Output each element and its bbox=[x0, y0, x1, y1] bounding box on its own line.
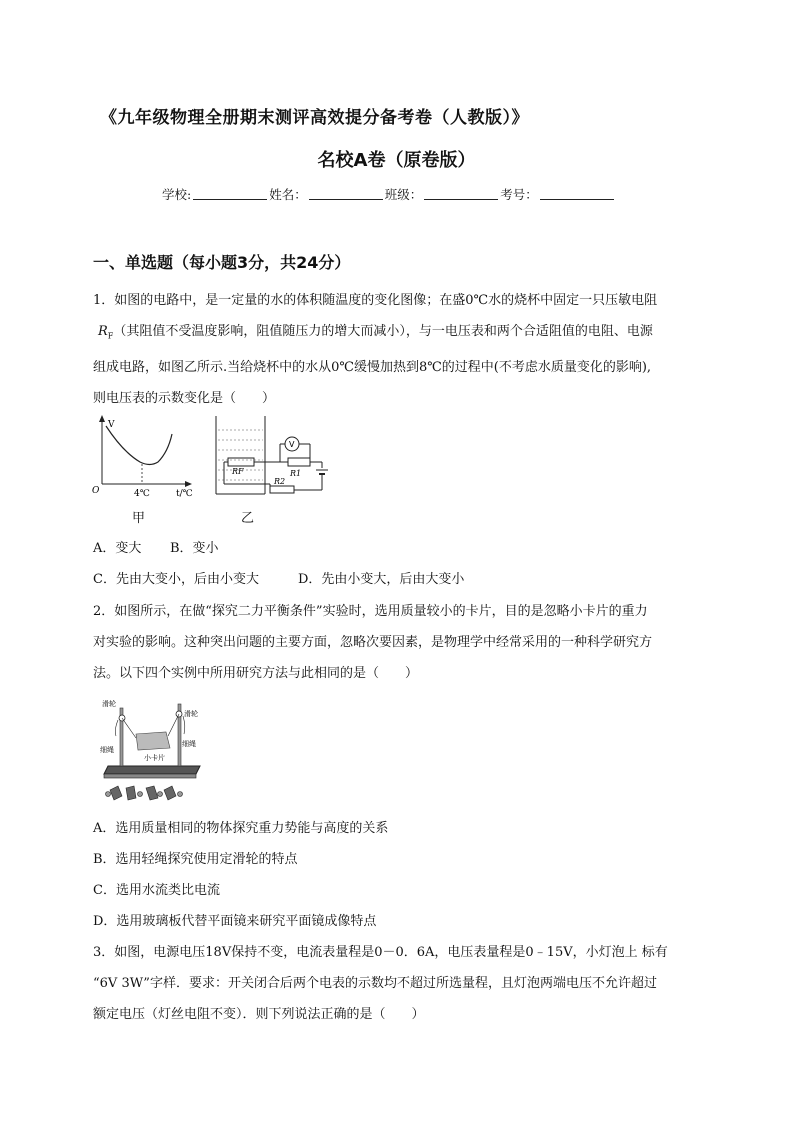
q1-line-3: 组成电路，如图乙所示.当给烧杯中的水从0℃缓慢加热到8℃的过程中(不考虑水质量变化的影响), bbox=[93, 359, 652, 375]
class-blank bbox=[424, 185, 498, 200]
name-label: 姓名： bbox=[269, 187, 307, 202]
y-axis-arrow bbox=[99, 415, 105, 422]
q1-options bbox=[93, 533, 705, 595]
q3-line-2: “6V 3W”字样．要求：开关闭合后两个电表的示数均不超过所选量程，且灯泡两端电压不允许超过 bbox=[93, 976, 657, 991]
q1-option-d[interactable]: D．先由小变大，后由大变小 bbox=[298, 572, 465, 587]
name-blank bbox=[309, 185, 383, 200]
q1-options-row-1 bbox=[93, 533, 705, 564]
left-string-label: 细绳 bbox=[100, 746, 114, 754]
q2-option-b[interactable]: B．选用轻绳探究使用定滑轮的特点 bbox=[93, 852, 298, 867]
q1-option-b[interactable]: B．变小 bbox=[170, 541, 219, 556]
q1-option-c[interactable]: C．先由大变小，后由小变大 bbox=[93, 572, 259, 587]
right-string-label: 细绳 bbox=[182, 740, 196, 748]
q3-line-1: 3．如图，电源电压18V保持不变，电流表量程是0－0．6A，电压表量程是0﹣15V，小灯泡上 标有 bbox=[93, 945, 668, 960]
left-pulley-label: 滑轮 bbox=[102, 700, 116, 708]
apparatus-base bbox=[104, 766, 200, 774]
volume-curve bbox=[106, 426, 172, 465]
r1-label: R1 bbox=[290, 469, 302, 478]
pressure-resistor-symbol: $R_F$ bbox=[98, 324, 114, 341]
graph-v-label: V bbox=[108, 420, 115, 430]
q2-options bbox=[93, 813, 705, 937]
right-pulley-label: 滑轮 bbox=[184, 710, 198, 718]
class-label: 班级： bbox=[384, 187, 423, 202]
document-title: 《九年级物理全册期末测评高效提分备考卷（人教版）》 bbox=[100, 108, 529, 128]
figure-yi-label: 乙 bbox=[241, 511, 255, 526]
r2-label: R2 bbox=[274, 477, 286, 486]
balance-apparatus-figure bbox=[96, 694, 216, 806]
x-axis-arrow bbox=[185, 481, 192, 487]
r2-resistor bbox=[270, 486, 294, 493]
figure-yi-circuit bbox=[210, 412, 345, 497]
q3-line-3: 额定电压（灯丝电阻不变）．则下列说法正确的是（ ） bbox=[93, 1007, 425, 1022]
q2-option-a[interactable]: A．选用质量相同的物体探究重力势能与高度的关系 bbox=[93, 821, 389, 836]
exam-number-label: 考号： bbox=[500, 187, 538, 202]
rf-resistor bbox=[228, 458, 254, 466]
school-label: 学校: bbox=[162, 187, 192, 202]
section-title: 一、单选题（每小题3分，共24分） bbox=[93, 253, 351, 272]
document-subtitle: 名校A卷（原卷版） bbox=[317, 150, 476, 171]
exam-number-blank bbox=[540, 185, 614, 200]
figure-jia-graph bbox=[88, 412, 208, 497]
q1-options-row-2 bbox=[93, 564, 705, 595]
r1-resistor bbox=[288, 458, 310, 466]
q1-line-1: 1．如图的电路中，是一定量的水的体积随温度的变化图像；在盛0℃水的烧杯中固定一只压敏电阻 bbox=[93, 293, 658, 308]
graph-t-label: t/℃ bbox=[176, 489, 193, 497]
q2-line-3: 法。以下四个实例中所用研究方法与此相同的是（ ） bbox=[93, 666, 419, 681]
rf-label: RF bbox=[232, 467, 244, 476]
q2-option-c[interactable]: C．选用水流类比电流 bbox=[93, 883, 220, 898]
q1-option-a[interactable]: A．变大 bbox=[93, 541, 142, 556]
q2-line-1: 2．如图所示，在做“探究二力平衡条件”实验时，选用质量较小的卡片，目的是忽略小卡片的重力 bbox=[93, 604, 648, 619]
q2-text bbox=[93, 596, 705, 689]
graph-4c-label: 4℃ bbox=[134, 489, 150, 497]
hanging-weights bbox=[106, 786, 183, 800]
q2-line-2: 对实验的影响。这种突出问题的主要方面，忽略次要因素，是物理学中经常采用的一种科学研究方 bbox=[93, 635, 653, 650]
card-label: 小卡片 bbox=[144, 754, 165, 762]
small-card bbox=[136, 732, 170, 750]
voltmeter-label: V bbox=[289, 440, 295, 449]
student-info-line bbox=[162, 185, 616, 203]
graph-origin-label: O bbox=[92, 486, 100, 496]
q1-line-4: 则电压表的示数变化是（ ） bbox=[93, 390, 276, 406]
school-blank bbox=[193, 185, 267, 200]
q3-text bbox=[93, 937, 705, 1030]
q2-option-d[interactable]: D．选用玻璃板代替平面镜来研究平面镜成像特点 bbox=[93, 914, 377, 929]
q1-text bbox=[93, 285, 705, 414]
figure-jia-label: 甲 bbox=[132, 511, 146, 526]
q1-line-2: $R_F$（其阻值不受温度影响，阻值随压力的增大而减小），与一电压表和两个合适阻值的电阻、电源 bbox=[98, 324, 653, 341]
